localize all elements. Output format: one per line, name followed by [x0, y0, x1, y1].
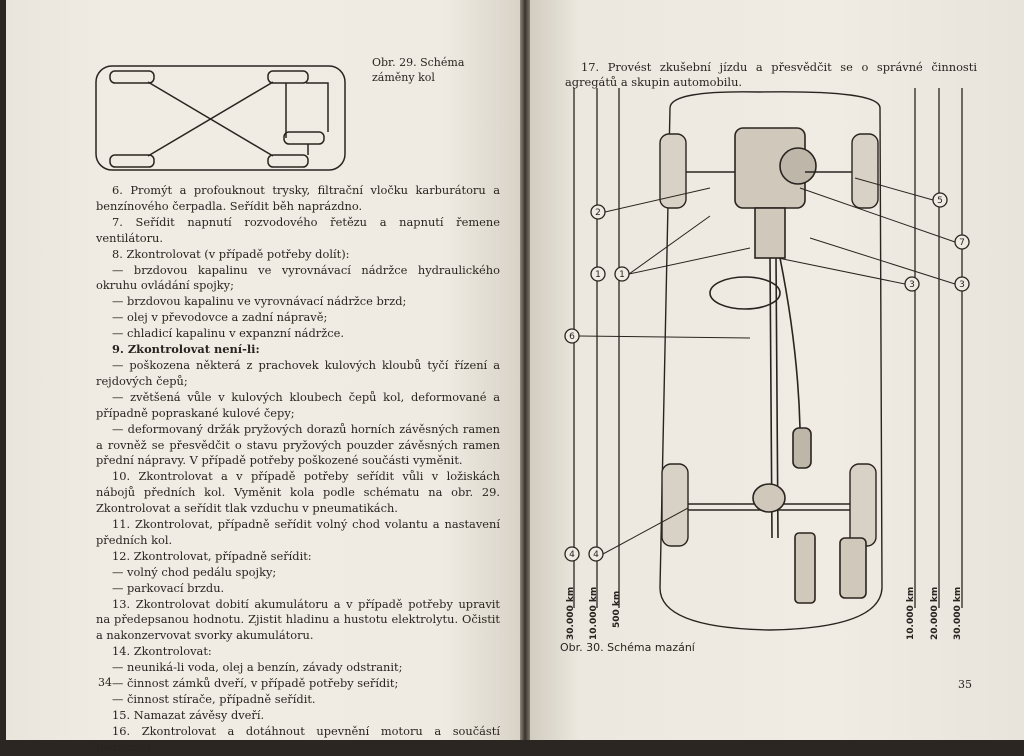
km-label-30000-left: 30.000 km [566, 586, 576, 640]
gearbox [755, 208, 785, 258]
maintenance-item: 13. Zkontrolovat dobití akumulátoru a v případě potřeby upravit na předepsanou hodnotu. Zjistit hladinu a hustotu elektrolytu. Očistit a nakonzervovat svorky akumulátoru. [96, 596, 500, 643]
item-17: 17. Provést zkušební jízdu a přesvědčit se o správné činnosti agregátů a skupin automobilu. [565, 60, 977, 90]
rear-left-wheel [662, 464, 688, 546]
maintenance-item: — volný chod pedálu spojky; [112, 564, 277, 579]
km-label-10000-left: 10.000 km [589, 586, 599, 640]
maintenance-item: 15. Namazat závěsy dveří. [112, 707, 265, 722]
callout-label-4b: 4 [593, 550, 599, 560]
km-label-30000-right: 30.000 km [953, 586, 963, 640]
callout-label-3a: 3 [909, 280, 915, 290]
maintenance-item: 6. Promýt a profouknout trysky, filtrační vločku karburátoru a benzínového čerpadla. Seřídit běh naprázdno. [96, 183, 500, 213]
maintenance-item: 10. Zkontrolovat a v případě potřeby seřídit vůli v ložiskách nábojů předních kol. Vyměnit kola podle schématu na obr. 29. Zkontrolovat a seřídit tlak vzduchu v pneumatikách. [96, 469, 500, 516]
km-label-20000-right: 20.000 km [930, 586, 940, 640]
maintenance-item: — deformovaný držák pryžových dorazů horních závěsných ramen a rovněž se přesvědčit o stavu pryžových pouzder závěsných ramen přední nápravy. V případě potřeby poškozené součásti vyměnit. [96, 421, 500, 468]
callout-label-1b: 1 [619, 270, 625, 280]
callout-label-5: 5 [937, 196, 943, 206]
maintenance-item: — brzdovou kapalinu ve vyrovnávací nádržce hydraulického okruhu ovládání spojky; [96, 262, 500, 293]
maintenance-item: — činnost stírače, případně seřídit. [112, 692, 316, 706]
wheel-rear-right [268, 155, 308, 167]
callout-label-2: 2 [595, 208, 601, 218]
differential [753, 484, 785, 512]
maintenance-item: — parkovací brzdu. [112, 580, 225, 595]
maintenance-item: — činnost zámků dveří, v případě potřeby seřídit; [112, 676, 399, 691]
front-right-wheel [852, 134, 878, 208]
maintenance-item: 14. Zkontrolovat: [112, 644, 212, 659]
maintenance-item: 16. Zkontrolovat a dotáhnout upevnění motoru a součástí podvozku. [96, 723, 500, 754]
wheel-spare [284, 132, 324, 144]
maintenance-item: — olej v převodovce a zadní nápravě; [112, 310, 328, 325]
left-page-text [96, 183, 500, 756]
page-number-left: 34 [98, 676, 112, 689]
maintenance-item: — poškozena některá z prachovek kulových kloubů tyčí řízení a rejdových čepů; [96, 357, 500, 388]
lubrication-schema [560, 88, 990, 648]
figure-30-caption: Obr. 30. Schéma mazání [560, 641, 695, 654]
book-gutter [520, 0, 530, 740]
callout-label-7: 7 [959, 238, 965, 248]
km-label-10000-right: 10.000 km [906, 586, 916, 640]
maintenance-item: — brzdovou kapalinu ve vyrovnávací nádržce brzd; [112, 294, 407, 309]
maintenance-item: — neuniká-li voda, olej a benzín, závady odstranit; [112, 660, 403, 675]
exhaust-muffler [793, 428, 811, 468]
wheel-front-right [268, 71, 308, 83]
wheel-rear-left [110, 155, 154, 167]
km-label-500-left: 500 km [612, 590, 622, 628]
rear-right-wheel [850, 464, 876, 546]
callout-label-3b: 3 [959, 280, 965, 290]
page-number-right: 35 [958, 678, 972, 691]
fuel-tank [840, 538, 866, 598]
maintenance-item: — zvětšená vůle v kulových kloubech čepů kol, deformované a případně popraskané kulové čepy; [96, 389, 500, 420]
callout-label-6: 6 [569, 332, 575, 342]
callout-label-1a: 1 [595, 270, 601, 280]
air-filter [780, 148, 816, 184]
maintenance-item: 8. Zkontrolovat (v případě potřeby dolít): [112, 246, 350, 261]
maintenance-item: — chladicí kapalinu v expanzní nádržce. [112, 326, 344, 341]
figure-29-caption: Obr. 29. Schéma záměny kol [372, 56, 465, 84]
wheel-rotation-diagram [88, 58, 353, 178]
battery [795, 533, 815, 603]
callout-label-4a: 4 [569, 550, 575, 560]
maintenance-item: 9. Zkontrolovat není-li: [112, 342, 260, 357]
maintenance-item: 12. Zkontrolovat, případně seřídit: [112, 548, 312, 563]
maintenance-item: 7. Seřídit napnutí rozvodového řetězu a napnutí řemene ventilátoru. [96, 214, 500, 245]
wheel-front-left [110, 71, 154, 83]
maintenance-item: 11. Zkontrolovat, případně seřídit volný chod volantu a nastavení předních kol. [96, 517, 500, 547]
right-page-text [565, 60, 977, 90]
